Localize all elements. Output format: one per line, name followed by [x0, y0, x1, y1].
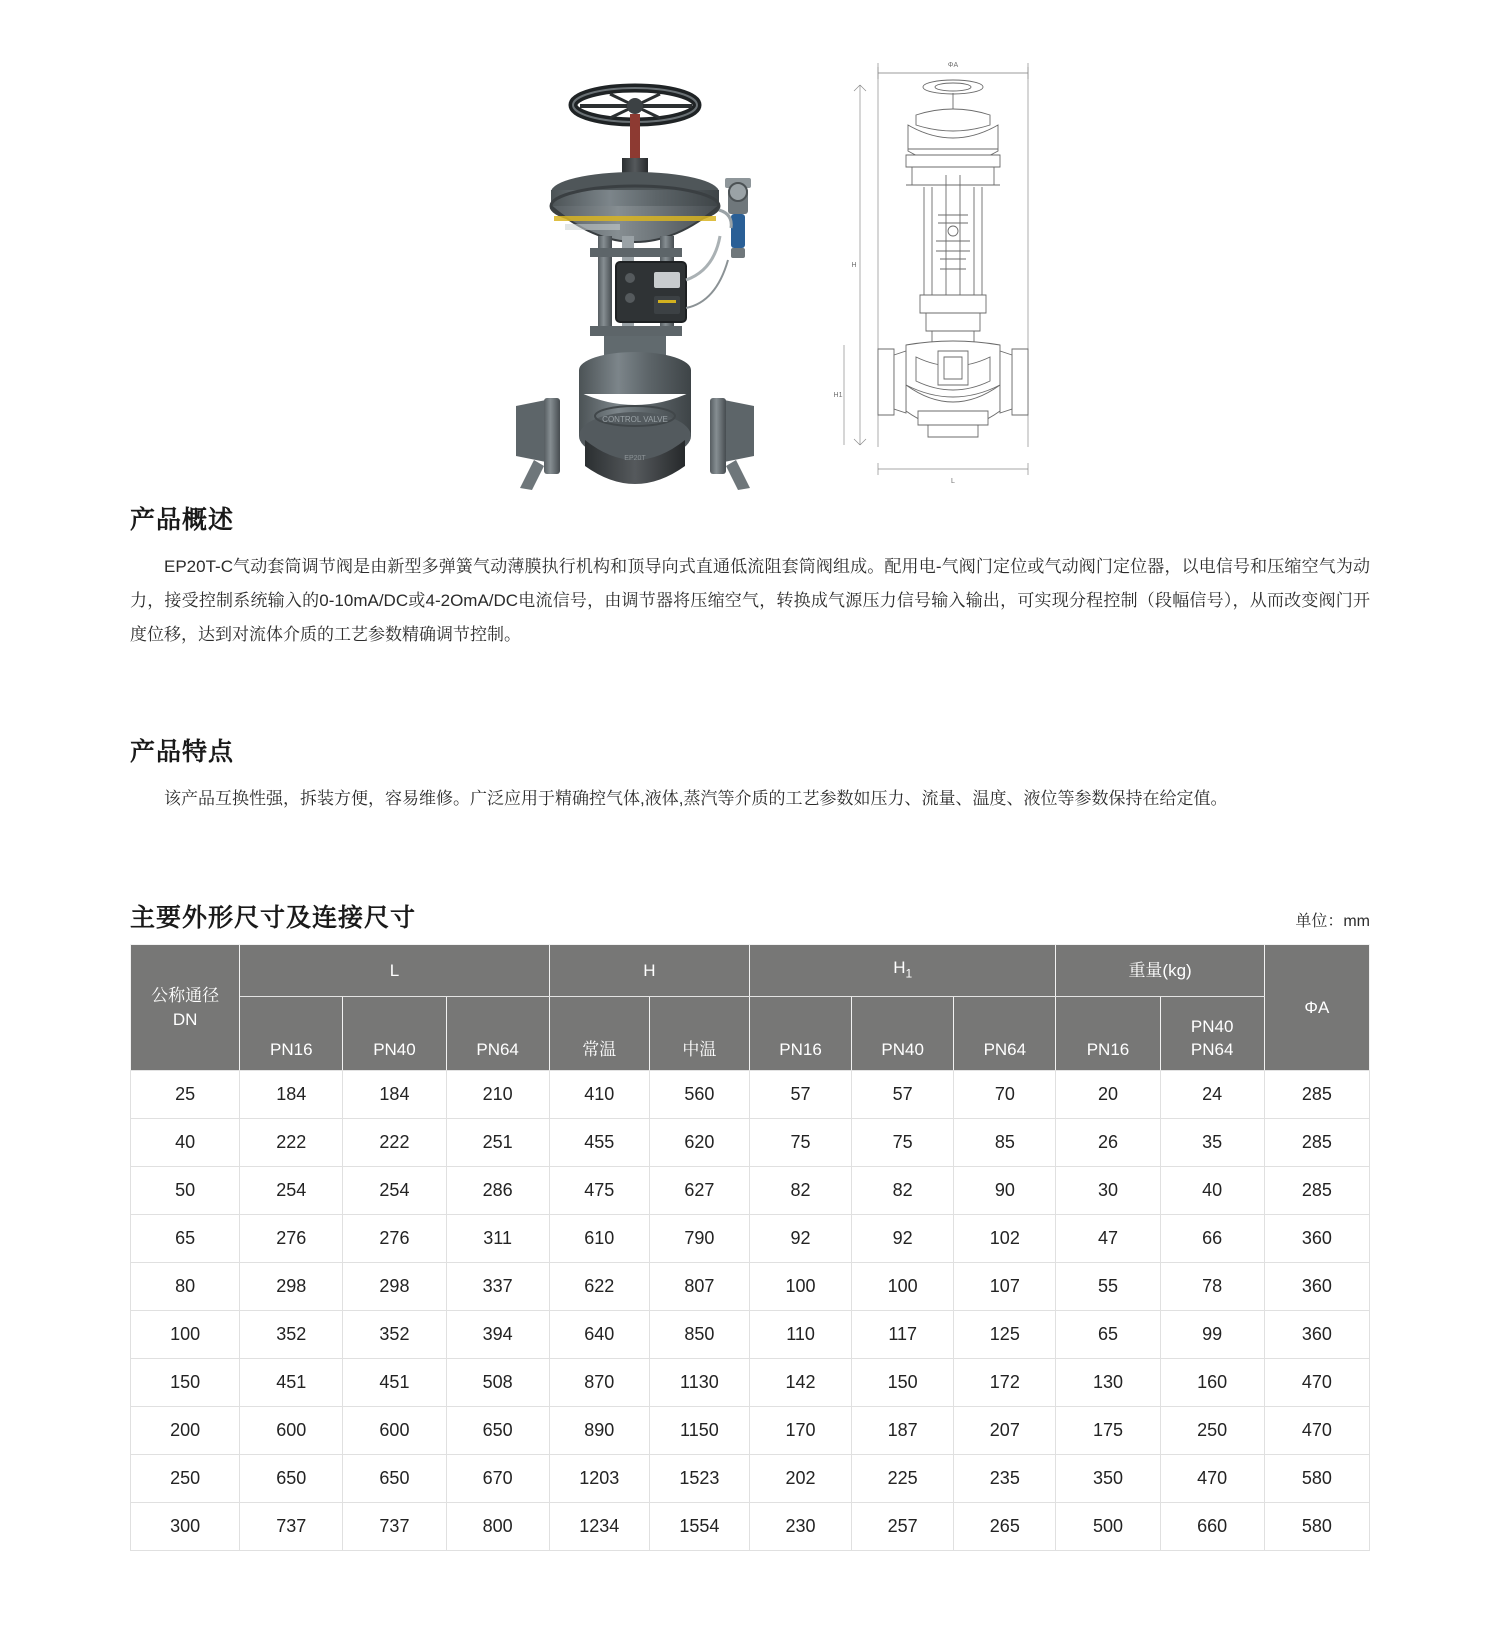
cell-dn: 200 — [131, 1407, 240, 1455]
th-h-medium-temp: 中温 — [649, 997, 749, 1071]
cell-l-pn16: 352 — [240, 1311, 343, 1359]
th-weight-pn40: PN40 — [1190, 1016, 1234, 1036]
cell-h1-pn64: 207 — [954, 1407, 1056, 1455]
cell-h1-pn16: 57 — [749, 1071, 851, 1119]
th-h-normal-temp: 常温 — [549, 997, 649, 1071]
cell-weight-pn16: 20 — [1056, 1071, 1160, 1119]
cell-weight-pn4064: 24 — [1160, 1071, 1264, 1119]
cell-h-normal: 455 — [549, 1119, 649, 1167]
cell-h1-pn16: 202 — [749, 1455, 851, 1503]
cell-phia: 360 — [1264, 1263, 1369, 1311]
spacer — [0, 816, 1500, 898]
cell-h1-pn64: 107 — [954, 1263, 1056, 1311]
cell-h1-pn64: 85 — [954, 1119, 1056, 1167]
dimensions-title: 主要外形尺寸及连接尺寸 — [130, 904, 417, 932]
th-weight-pn16: PN16 — [1056, 997, 1160, 1071]
svg-text:CONTROL VALVE: CONTROL VALVE — [602, 415, 668, 424]
th-weight-pn64: PN64 — [1190, 1039, 1234, 1059]
cell-dn: 25 — [131, 1071, 240, 1119]
cell-h1-pn64: 90 — [954, 1167, 1056, 1215]
cell-l-pn16: 737 — [240, 1503, 343, 1551]
cell-h-medium: 1130 — [649, 1359, 749, 1407]
cell-l-pn64: 286 — [446, 1167, 549, 1215]
cell-h1-pn64: 235 — [954, 1455, 1056, 1503]
cell-weight-pn4064: 40 — [1160, 1167, 1264, 1215]
features-title: 产品特点 — [130, 738, 235, 766]
cell-l-pn40: 184 — [343, 1071, 446, 1119]
cell-weight-pn16: 26 — [1056, 1119, 1160, 1167]
drawing-label-h1: H1 — [833, 392, 843, 399]
cell-h1-pn16: 92 — [749, 1215, 851, 1263]
valve-technical-drawing — [820, 45, 1050, 490]
cell-h1-pn16: 170 — [749, 1407, 851, 1455]
overview-title: 产品概述 — [130, 506, 235, 534]
cell-l-pn64: 508 — [446, 1359, 549, 1407]
cell-weight-pn4064: 660 — [1160, 1503, 1264, 1551]
cell-phia: 580 — [1264, 1455, 1369, 1503]
table-row — [131, 1263, 1370, 1311]
cell-weight-pn4064: 78 — [1160, 1263, 1264, 1311]
cell-h1-pn16: 110 — [749, 1311, 851, 1359]
table-row — [131, 1503, 1370, 1551]
cell-weight-pn16: 55 — [1056, 1263, 1160, 1311]
cell-phia: 470 — [1264, 1359, 1369, 1407]
cell-phia: 360 — [1264, 1311, 1369, 1359]
th-h1-pn64: PN64 — [954, 997, 1056, 1071]
cell-dn: 50 — [131, 1167, 240, 1215]
table-row — [131, 1311, 1370, 1359]
diaphragm-actuator — [551, 172, 719, 242]
cell-h1-pn40: 187 — [852, 1407, 954, 1455]
spacer — [0, 652, 1500, 732]
cell-weight-pn16: 175 — [1056, 1407, 1160, 1455]
cell-l-pn64: 670 — [446, 1455, 549, 1503]
table-row — [131, 1407, 1370, 1455]
cell-h-normal: 622 — [549, 1263, 649, 1311]
cell-h1-pn40: 225 — [852, 1455, 954, 1503]
cell-h1-pn40: 100 — [852, 1263, 954, 1311]
table-row — [131, 1071, 1370, 1119]
th-group-l: L — [240, 945, 550, 997]
cell-weight-pn4064: 66 — [1160, 1215, 1264, 1263]
cell-h-medium: 850 — [649, 1311, 749, 1359]
cell-h-medium: 627 — [649, 1167, 749, 1215]
th-group-weight: 重量(kg) — [1056, 945, 1264, 997]
cell-h1-pn40: 117 — [852, 1311, 954, 1359]
cell-h-normal: 475 — [549, 1167, 649, 1215]
th-nominal-diameter — [131, 945, 240, 1071]
cell-h1-pn64: 172 — [954, 1359, 1056, 1407]
cell-dn: 65 — [131, 1215, 240, 1263]
cell-h-normal: 870 — [549, 1359, 649, 1407]
cell-weight-pn16: 47 — [1056, 1215, 1160, 1263]
cell-l-pn40: 650 — [343, 1455, 446, 1503]
cell-h-normal: 890 — [549, 1407, 649, 1455]
cell-l-pn16: 451 — [240, 1359, 343, 1407]
cell-h-medium: 560 — [649, 1071, 749, 1119]
cell-l-pn16: 298 — [240, 1263, 343, 1311]
cell-l-pn16: 276 — [240, 1215, 343, 1263]
cell-h-medium: 807 — [649, 1263, 749, 1311]
cell-h-normal: 640 — [549, 1311, 649, 1359]
cell-h1-pn16: 230 — [749, 1503, 851, 1551]
cell-dn: 100 — [131, 1311, 240, 1359]
cell-h-medium: 1523 — [649, 1455, 749, 1503]
cell-dn: 80 — [131, 1263, 240, 1311]
cell-dn: 300 — [131, 1503, 240, 1551]
cell-phia: 285 — [1264, 1119, 1369, 1167]
cell-phia: 285 — [1264, 1167, 1369, 1215]
cell-h1-pn40: 57 — [852, 1071, 954, 1119]
cell-weight-pn4064: 470 — [1160, 1455, 1264, 1503]
cell-h1-pn16: 75 — [749, 1119, 851, 1167]
cell-h1-pn40: 82 — [852, 1167, 954, 1215]
th-l-pn64: PN64 — [446, 997, 549, 1071]
cell-h1-pn16: 100 — [749, 1263, 851, 1311]
th-weight-pn40-pn64 — [1160, 997, 1264, 1071]
cell-l-pn40: 276 — [343, 1215, 446, 1263]
drawing-label-phia: ΦA — [947, 62, 959, 69]
cell-phia: 470 — [1264, 1407, 1369, 1455]
cell-h-medium: 1150 — [649, 1407, 749, 1455]
valve-body — [579, 392, 691, 484]
th-group-phia: ΦA — [1264, 945, 1369, 1071]
th-h1-pn16: PN16 — [749, 997, 851, 1071]
cell-l-pn64: 311 — [446, 1215, 549, 1263]
cell-weight-pn4064: 250 — [1160, 1407, 1264, 1455]
cell-l-pn64: 394 — [446, 1311, 549, 1359]
cell-h-medium: 790 — [649, 1215, 749, 1263]
cell-l-pn16: 184 — [240, 1071, 343, 1119]
cell-h-medium: 620 — [649, 1119, 749, 1167]
cell-h1-pn64: 125 — [954, 1311, 1056, 1359]
cell-l-pn16: 650 — [240, 1455, 343, 1503]
th-group-h1-main: H — [893, 957, 906, 977]
cell-dn: 40 — [131, 1119, 240, 1167]
cell-weight-pn16: 350 — [1056, 1455, 1160, 1503]
th-l-pn40: PN40 — [343, 997, 446, 1071]
valve-product-photo — [470, 40, 800, 490]
drawing-label-h: H — [851, 262, 857, 269]
cell-phia: 580 — [1264, 1503, 1369, 1551]
cell-h-normal: 1234 — [549, 1503, 649, 1551]
cell-phia: 360 — [1264, 1215, 1369, 1263]
valve-bonnet — [579, 336, 691, 394]
table-row — [131, 1359, 1370, 1407]
table-header-top-row — [131, 945, 1370, 997]
table-header — [131, 945, 1370, 1071]
cell-l-pn40: 352 — [343, 1311, 446, 1359]
table-row — [131, 1167, 1370, 1215]
cell-dn: 150 — [131, 1359, 240, 1407]
drawing-label-l: L — [951, 478, 955, 485]
cell-l-pn40: 254 — [343, 1167, 446, 1215]
cell-weight-pn16: 500 — [1056, 1503, 1160, 1551]
table-header-sub-row — [131, 997, 1370, 1071]
cell-l-pn64: 337 — [446, 1263, 549, 1311]
cell-h1-pn40: 92 — [852, 1215, 954, 1263]
cell-h1-pn64: 70 — [954, 1071, 1056, 1119]
th-group-h1-sub: 1 — [905, 966, 913, 981]
cell-weight-pn4064: 160 — [1160, 1359, 1264, 1407]
features-body: 该产品互换性强，拆装方便，容易维修。广泛应用于精确控气体,液体,蒸汽等介质的工艺参数如压力、流量、温度、液位等参数保持在给定值。 — [164, 789, 1228, 808]
table-row — [131, 1455, 1370, 1503]
cell-l-pn16: 254 — [240, 1167, 343, 1215]
cell-h1-pn16: 142 — [749, 1359, 851, 1407]
cell-h1-pn16: 82 — [749, 1167, 851, 1215]
cell-dn: 250 — [131, 1455, 240, 1503]
cell-h-normal: 1203 — [549, 1455, 649, 1503]
cell-l-pn64: 650 — [446, 1407, 549, 1455]
cell-weight-pn16: 30 — [1056, 1167, 1160, 1215]
cell-h-normal: 410 — [549, 1071, 649, 1119]
cell-phia: 285 — [1264, 1071, 1369, 1119]
cell-l-pn40: 451 — [343, 1359, 446, 1407]
th-group-h1 — [749, 945, 1055, 997]
th-l-pn16: PN16 — [240, 997, 343, 1071]
cell-l-pn64: 251 — [446, 1119, 549, 1167]
cell-l-pn40: 737 — [343, 1503, 446, 1551]
table-row — [131, 1215, 1370, 1263]
dimensions-header-row — [0, 898, 1500, 934]
cell-l-pn40: 222 — [343, 1119, 446, 1167]
cell-h-normal: 610 — [549, 1215, 649, 1263]
th-h1-pn40: PN40 — [852, 997, 954, 1071]
svg-text:EP20T: EP20T — [624, 455, 646, 462]
cell-l-pn16: 222 — [240, 1119, 343, 1167]
cell-l-pn40: 600 — [343, 1407, 446, 1455]
product-overview-section — [0, 500, 1500, 652]
th-group-h: H — [549, 945, 749, 997]
th-dn-line1: 公称通径 — [151, 985, 220, 1005]
cell-weight-pn4064: 99 — [1160, 1311, 1264, 1359]
cell-h1-pn64: 265 — [954, 1503, 1056, 1551]
product-features-section — [0, 732, 1500, 816]
cell-weight-pn16: 130 — [1056, 1359, 1160, 1407]
cell-weight-pn4064: 35 — [1160, 1119, 1264, 1167]
dimensions-unit-label: 单位：mm — [1295, 913, 1370, 930]
table-body — [131, 1071, 1370, 1551]
cell-weight-pn16: 65 — [1056, 1311, 1160, 1359]
cell-h1-pn40: 150 — [852, 1359, 954, 1407]
cell-l-pn40: 298 — [343, 1263, 446, 1311]
valve-positioner — [616, 262, 686, 322]
cell-h1-pn40: 75 — [852, 1119, 954, 1167]
th-dn-line2: DN — [172, 1009, 198, 1029]
hero-images — [0, 0, 1500, 500]
cell-h1-pn64: 102 — [954, 1215, 1056, 1263]
dimensions-table — [130, 944, 1370, 1551]
cell-h-medium: 1554 — [649, 1503, 749, 1551]
dimensions-table-zone — [0, 944, 1500, 1551]
table-row — [131, 1119, 1370, 1167]
cell-l-pn16: 600 — [240, 1407, 343, 1455]
cell-l-pn64: 800 — [446, 1503, 549, 1551]
cell-h1-pn40: 257 — [852, 1503, 954, 1551]
cell-l-pn64: 210 — [446, 1071, 549, 1119]
overview-body: EP20T-C气动套筒调节阀是由新型多弹簧气动薄膜执行机构和顶导向式直通低流阻套筒阀组成。配用电-气阀门定位或气动阀门定位器，以电信号和压缩空气为动力，接受控制系统输入的0-10mA/DC或4-2OmA/DC电流信号，由调节器将压缩空气，转换成气源压力信号输入输出，可实现分程控制（段幅信号），从而改变阀门开度位移，达到对流体介质的工艺参数精确调节控制。 — [130, 557, 1370, 644]
